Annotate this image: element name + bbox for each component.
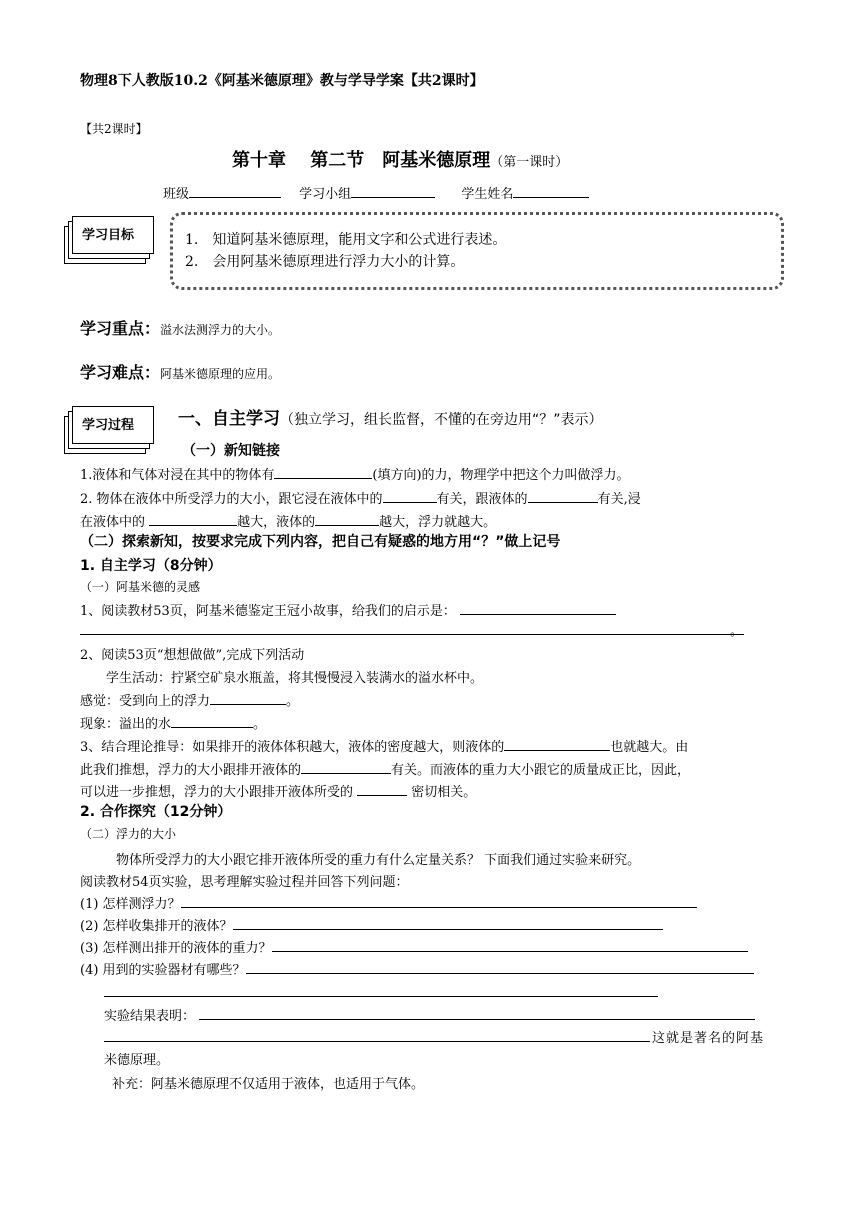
result-line — [104, 1005, 755, 1024]
process-heading — [178, 404, 603, 429]
blank[interactable] — [149, 513, 237, 526]
text: 现象：溢出的水 — [80, 717, 172, 732]
text: 有关。而液体的重力大小跟它的质量成正比，因此， — [391, 763, 691, 778]
link-question-1 — [80, 464, 630, 483]
blank[interactable] — [272, 939, 748, 952]
answer-line[interactable] — [104, 996, 658, 997]
goals-box — [170, 212, 784, 290]
key-point-text: 溢水法测浮力的大小。 — [160, 323, 281, 337]
difficulty-label: 学习难点： — [80, 363, 161, 382]
self-q1-end: 。 — [730, 624, 744, 639]
name-field[interactable] — [513, 185, 589, 198]
blank[interactable] — [383, 490, 437, 503]
supplement: 补充：阿基米德原理不仅适用于液体，也适用于气体。 — [112, 1077, 425, 1092]
inspiration-heading: （一）阿基米德的灵感 — [80, 580, 201, 594]
coop-heading: 2. 合作探究（12分钟） — [80, 804, 232, 820]
self-q2-feel — [80, 690, 299, 709]
blank[interactable] — [301, 761, 391, 774]
chapter-title — [232, 146, 568, 172]
goal-item-2: 2. 会用阿基米德原理进行浮力大小的计算。 — [185, 254, 465, 270]
text: (4) 用到的实验器材有哪些？ — [80, 963, 246, 978]
text: 在液体中的 — [80, 515, 146, 530]
text: 。 — [286, 694, 300, 709]
goals-tag-label: 学习目标 — [81, 228, 134, 243]
self-q2-phen — [80, 713, 266, 732]
text: 有关,浸 — [597, 492, 641, 507]
student-info — [163, 183, 589, 202]
text: 感觉：受到向上的浮力 — [80, 694, 211, 709]
class-label: 班级 — [163, 187, 190, 202]
text: 2. 物体在液体中所受浮力的大小，跟它浸在液体中的 — [80, 492, 383, 507]
blank[interactable] — [528, 490, 598, 503]
document-title: 物理8下人教版10.2《阿基米德原理》教与学导学案【共2课时】 — [80, 73, 484, 89]
key-point — [80, 316, 280, 339]
self-q2: 2、阅读53页“想想做做”,完成下列活动 — [80, 648, 305, 663]
chapter-lesson: （第一课时） — [490, 155, 569, 170]
difficulty — [80, 360, 280, 383]
blank[interactable] — [233, 917, 663, 930]
text: 越大，液体的 — [237, 515, 316, 530]
coop-q2 — [80, 915, 663, 934]
self-study-heading: 1. 自主学习（8分钟） — [80, 558, 222, 574]
coop-q1 — [80, 893, 697, 912]
self-q3 — [80, 736, 688, 755]
buoyancy-heading: （二）浮力的大小 — [80, 827, 177, 841]
text: (3) 怎样测出排开的液体的重力？ — [80, 941, 272, 956]
blank[interactable] — [274, 466, 372, 479]
self-q2-activity: 学生活动：拧紧空矿泉水瓶盖，将其慢慢浸入装满水的溢水杯中。 — [106, 671, 484, 686]
text: 可以进一步推想，浮力的大小跟排开液体所受的 — [80, 785, 354, 800]
result-label: 实验结果表明： — [104, 1009, 196, 1024]
result-end-2: 米德原理。 — [104, 1053, 170, 1068]
group-field[interactable] — [351, 185, 435, 198]
difficulty-text: 阿基米德原理的应用。 — [160, 367, 281, 381]
blank[interactable] — [315, 513, 379, 526]
self-q3-line3 — [80, 781, 476, 800]
process-tag-label: 学习过程 — [81, 418, 134, 433]
text: (填方向)的力，物理学中把这个力叫做浮力。 — [372, 468, 630, 483]
answer-line[interactable] — [104, 1041, 650, 1042]
text: 此我们推想，浮力的大小跟排开液体的 — [80, 763, 302, 778]
name-label: 学生姓名 — [461, 187, 514, 202]
class-field[interactable] — [189, 185, 281, 198]
blank[interactable] — [210, 692, 286, 705]
text: 1、阅读教材53页，阿基米德鉴定王冠小故事，给我们的启示是： — [80, 604, 456, 619]
blank[interactable] — [460, 602, 616, 615]
text: 越大，浮力就越大。 — [379, 515, 497, 530]
lesson-count-note: 【共2课时】 — [80, 122, 148, 136]
blank[interactable] — [181, 895, 697, 908]
text: (1) 怎样测浮力？ — [80, 897, 181, 912]
new-knowledge-heading: （一）新知链接 — [182, 443, 280, 459]
coop-read: 阅读教材54页实验，思考理解实验过程并回答下列问题： — [80, 875, 409, 890]
blank[interactable] — [246, 961, 754, 974]
process-tag — [64, 404, 150, 446]
blank[interactable] — [357, 783, 407, 796]
text: 1.液体和气体对浸在其中的物体有 — [80, 468, 275, 483]
coop-intro: 物体所受浮力的大小跟它排开液体所受的重力有什么定量关系？ 下面我们通过实验来研究。 — [116, 853, 641, 868]
result-end: 这就是著名的阿基 — [652, 1031, 765, 1046]
explore-heading: （二）探索新知，按要求完成下列内容，把自己有疑惑的地方用“？”做上记号 — [80, 534, 561, 550]
link-question-2-cont — [80, 511, 496, 530]
answer-line[interactable] — [80, 634, 744, 635]
coop-q4 — [80, 959, 754, 978]
process-heading-main: 一、自主学习 — [178, 409, 280, 429]
goals-tag — [64, 214, 150, 256]
self-q3-line2 — [80, 759, 690, 778]
blank[interactable] — [171, 715, 253, 728]
key-point-label: 学习重点： — [80, 319, 161, 338]
goal-item-1: 1. 知道阿基米德原理，能用文字和公式进行表述。 — [185, 232, 507, 248]
text: 有关，跟液体的 — [436, 492, 528, 507]
text: 。 — [253, 717, 267, 732]
self-q1 — [80, 600, 616, 619]
process-heading-note: （独立学习，组长监督，不懂的在旁边用“？”表示） — [280, 412, 603, 428]
text: 密切相关。 — [411, 785, 477, 800]
link-question-2 — [80, 488, 641, 507]
blank[interactable] — [504, 738, 610, 751]
blank[interactable] — [199, 1007, 755, 1020]
chapter-main: 第十章 第二节 阿基米德原理 — [232, 150, 491, 171]
text: 3、结合理论推导：如果排开的液体体积越大，液体的密度越大，则液体的 — [80, 740, 505, 755]
text: 也就越大。由 — [610, 740, 689, 755]
coop-q3 — [80, 937, 748, 956]
text: (2) 怎样收集排开的液体？ — [80, 919, 233, 934]
group-label: 学习小组 — [299, 187, 352, 202]
